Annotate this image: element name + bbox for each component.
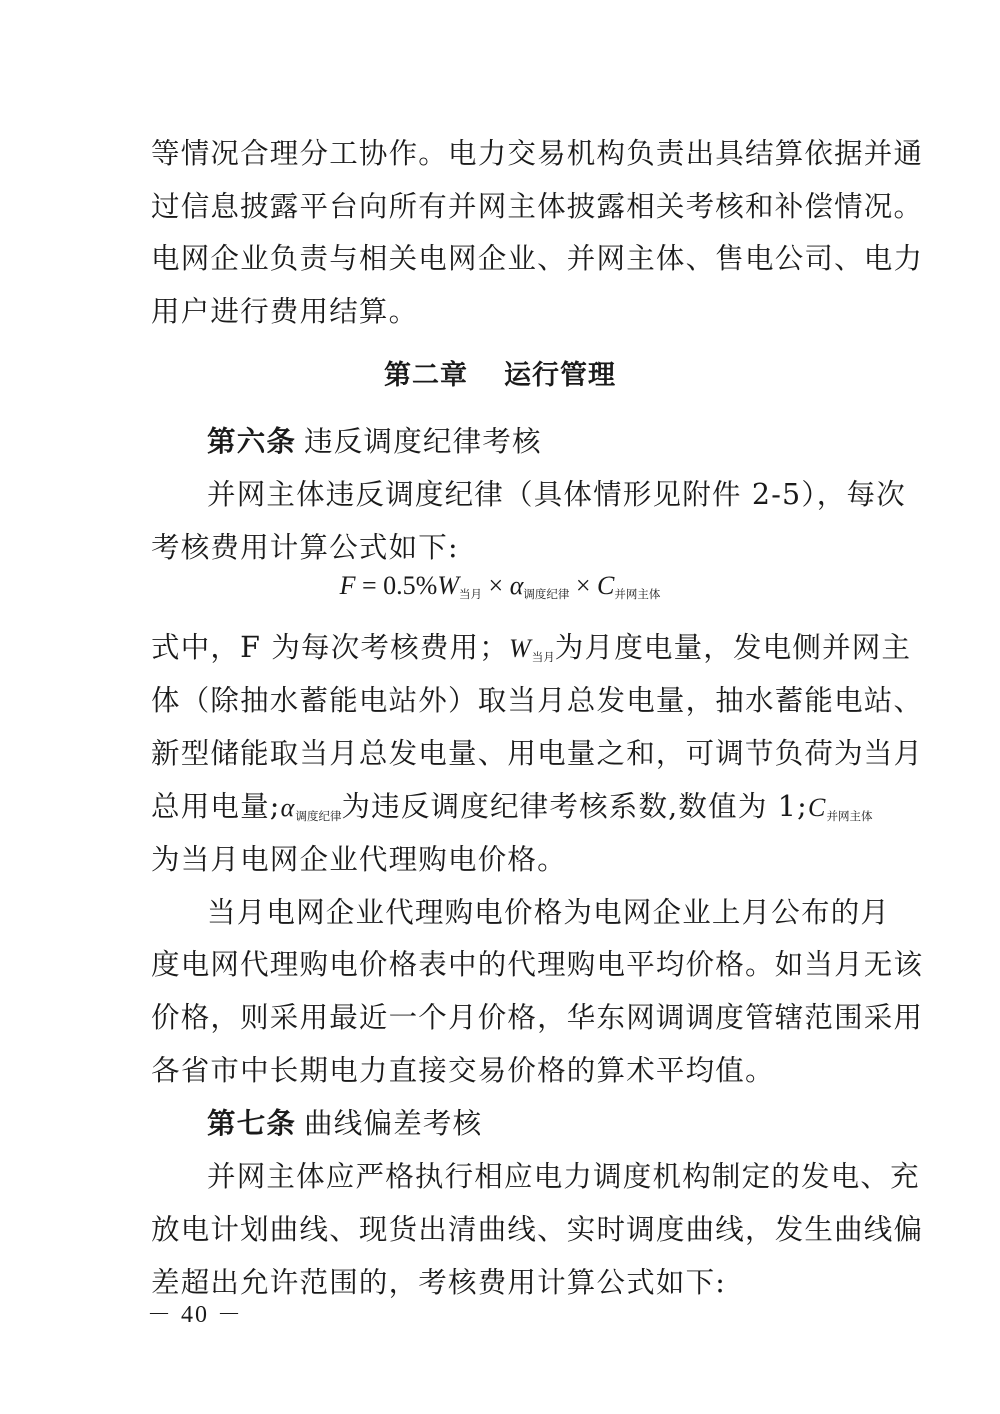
body-text-line: 放电计划曲线、现货出清曲线、实时调度曲线，发生曲线偏: [151, 1213, 924, 1246]
body-text-line: [151, 628, 912, 677]
body-text-line: 体（除抽水蓄能电站外）取当月总发电量，抽水蓄能电站、: [151, 684, 924, 717]
symbol-C-sub: 并网主体: [826, 809, 873, 823]
body-text-line: 新型储能取当月总发电量、用电量之和，可调节负荷为当月: [151, 737, 924, 770]
article-7-number: 第七条: [207, 1107, 297, 1140]
formula-C-sub: 并网主体: [614, 587, 661, 601]
formula-times: ×: [482, 571, 510, 600]
formula-alpha-sub: 调度纪律: [523, 587, 570, 601]
symbol-alpha-sub: 调度纪律: [295, 809, 342, 823]
formula-discipline: [0, 566, 1000, 614]
page-number: － 40 －: [147, 1302, 243, 1328]
body-text-line: 并网主体违反调度纪律（具体情形见附件 2-5），每次: [207, 478, 906, 511]
formula-F: F: [339, 571, 356, 600]
formula-alpha: α: [509, 571, 524, 600]
article-7-title: 曲线偏差考核: [304, 1107, 483, 1140]
text-span: 为违反调度纪律考核系数,数值为 1;: [341, 790, 808, 823]
formula-W-sub: 当月: [459, 587, 483, 601]
body-text-line: 价格，则采用最近一个月价格，华东网调调度管辖范围采用: [151, 1001, 924, 1034]
body-text-line: [151, 787, 873, 836]
article-6-heading: [207, 422, 848, 462]
text-span: 式中，F 为每次考核费用；: [151, 631, 509, 664]
symbol-C: C: [807, 793, 827, 822]
body-text-line: 当月电网企业代理购电价格为电网企业上月公布的月: [207, 896, 891, 929]
article-7-heading: [207, 1104, 848, 1144]
body-text-line: 差超出允许范围的，考核费用计算公式如下:: [151, 1266, 727, 1299]
chapter-title: 运行管理: [504, 360, 616, 391]
formula-C: C: [597, 571, 615, 600]
body-text-line: 电网企业负责与相关电网企业、并网主体、售电公司、电力: [151, 242, 924, 275]
chapter-heading: [0, 356, 1000, 396]
body-text-line: 等情况合理分工协作。电力交易机构负责出具结算依据并通: [151, 137, 924, 170]
body-text-line: 为当月电网企业代理购电价格。: [151, 843, 567, 876]
formula-W: W: [437, 571, 460, 600]
chapter-number: 第二章: [384, 360, 468, 391]
symbol-W-sub: 当月: [531, 650, 555, 664]
article-6-number: 第六条: [207, 425, 297, 458]
body-text-line: 并网主体应严格执行相应电力调度机构制定的发电、充: [207, 1160, 920, 1193]
symbol-W: W: [508, 634, 532, 663]
body-text-line: 各省市中长期电力直接交易价格的算术平均值。: [151, 1054, 775, 1087]
body-text-line: 过信息披露平台向所有并网主体披露相关考核和补偿情况。: [151, 190, 924, 223]
symbol-alpha: α: [280, 793, 296, 822]
body-text-line: 考核费用计算公式如下:: [151, 531, 459, 564]
body-text-line: 度电网代理购电价格表中的代理购电平均价格。如当月无该: [151, 948, 924, 981]
text-span: 为月度电量，发电侧并网主: [554, 631, 912, 664]
body-text-line: 用户进行费用结算。: [151, 295, 419, 328]
article-6-title: 违反调度纪律考核: [304, 425, 542, 458]
formula-times: ×: [569, 571, 598, 600]
formula-eq: = 0.5%: [355, 571, 438, 600]
text-span: 总用电量;: [151, 790, 281, 823]
